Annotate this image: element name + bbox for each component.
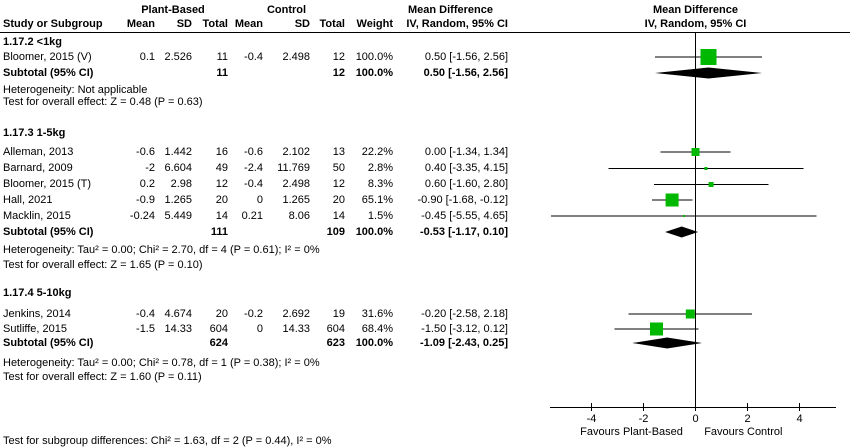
- study-row-pb-sd: 1.265: [164, 193, 192, 206]
- heterogeneity-note: Heterogeneity: Tau² = 0.00; Chi² = 2.70, df = 4 (P = 0.61); I² = 0%: [3, 243, 320, 256]
- study-row-study: Hall, 2021: [3, 193, 53, 206]
- favours-left-label: Favours Plant-Based: [580, 426, 683, 438]
- subtotal-row-ctrl-sd: [263, 66, 310, 81]
- study-row-md-ci: -0.20 [-2.58, 2.18]: [421, 307, 508, 320]
- weight-column-header: Weight: [356, 18, 393, 30]
- subtotal-row-pb-total: 11: [216, 66, 228, 79]
- study-row-pb-mean: -1.5: [136, 322, 155, 335]
- subtotal-row: [0, 225, 508, 240]
- section-title: 1.17.2 <1kg: [3, 35, 63, 48]
- study-row-pb-mean: -2: [145, 162, 155, 174]
- study-row-ctrl-total: 12: [332, 178, 345, 190]
- study-row: [0, 50, 508, 65]
- study-row-pb-mean: 0.1: [139, 50, 155, 63]
- mean-difference-plot-header: Mean Difference: [653, 4, 738, 16]
- study-row-pb-total: 11: [216, 50, 228, 63]
- study-row: [0, 177, 508, 192]
- study-row-study: Jenkins, 2014: [3, 307, 71, 320]
- study-row-pb-mean: -0.9: [136, 193, 155, 206]
- section-title: 1.17.3 1-5kg: [3, 126, 66, 139]
- study-row-ctrl-mean: -2.4: [244, 162, 263, 174]
- study-row-ctrl-sd: 2.692: [282, 307, 310, 320]
- effect-square: [704, 167, 707, 170]
- study-row-pb-sd: 6.604: [164, 162, 192, 174]
- subtotal-row-study: Subtotal (95% CI): [3, 66, 94, 79]
- study-row-ctrl-sd: 2.102: [282, 145, 310, 158]
- study-row-pb-total: 14: [215, 209, 228, 222]
- heterogeneity-note: Heterogeneity: Tau² = 0.00; Chi² = 0.78, df = 1 (P = 0.38); I² = 0%: [3, 356, 320, 369]
- subtotal-row-ctrl-total: 109: [326, 225, 345, 238]
- study-row-weight: 22.2%: [361, 145, 393, 158]
- study-row-weight: 1.5%: [367, 209, 393, 222]
- study-row-ctrl-sd: 8.06: [288, 209, 310, 222]
- study-row-md-ci: 0.60 [-1.60, 2.80]: [424, 178, 508, 190]
- study-row-weight: 100.0%: [355, 50, 393, 63]
- subtotal-row-md-ci: -1.09 [-2.43, 0.25]: [419, 336, 508, 349]
- study-row-ctrl-sd: 14.33: [282, 322, 310, 335]
- study-row-ctrl-mean: -0.6: [244, 145, 263, 158]
- subtotal-row-ctrl-mean: [228, 225, 263, 240]
- subtotal-row-weight: 100.0%: [355, 225, 393, 238]
- study-row-ctrl-total: 12: [332, 50, 345, 63]
- header-separator: [0, 32, 850, 33]
- control-group-header: Control: [266, 4, 307, 16]
- subtotal-row-md-ci: -0.53 [-1.17, 0.10]: [419, 225, 508, 238]
- study-row-md-ci: 0.40 [-3.35, 4.15]: [424, 162, 508, 174]
- study-row-pb-sd: 5.449: [164, 209, 192, 222]
- subtotal-row-pb-sd: [155, 336, 192, 351]
- axis-tick-label: 0: [692, 413, 699, 425]
- study-row: [0, 307, 508, 322]
- study-row-weight: 68.4%: [361, 322, 393, 335]
- study-row-study: Sutliffe, 2015: [3, 322, 68, 335]
- mean-difference-column-header: Mean Difference: [408, 4, 493, 16]
- study-row-md-ci: -0.45 [-5.55, 4.65]: [421, 209, 508, 222]
- study-row-ctrl-total: 13: [332, 145, 345, 158]
- study-column-header: Study or Subgroup: [3, 18, 103, 30]
- overall-effect-note: Test for overall effect: Z = 1.60 (P = 0.11): [3, 370, 202, 383]
- study-row-ctrl-mean: -0.4: [244, 50, 263, 63]
- study-row-pb-total: 16: [215, 145, 228, 158]
- subtotal-row-ctrl-total: 623: [326, 336, 345, 349]
- subtotal-diamond: [655, 68, 762, 79]
- ctrl-sd-column-header: SD: [294, 18, 310, 30]
- subgroup-difference-note: Test for subgroup differences: Chi² = 1.63, df = 2 (P = 0.44), I² = 0%: [3, 435, 332, 447]
- study-row-ctrl-sd: 2.498: [282, 178, 310, 190]
- subtotal-row-md-ci: 0.50 [-1.56, 2.56]: [423, 66, 508, 79]
- study-row-ctrl-total: 19: [332, 307, 345, 320]
- study-row-ctrl-mean: -0.4: [244, 178, 263, 190]
- study-row-study: Alleman, 2013: [3, 145, 74, 158]
- axis-tick-label: 2: [744, 413, 751, 425]
- study-row: [0, 322, 508, 337]
- study-row-weight: 2.8%: [367, 162, 393, 174]
- section-title: 1.17.4 5-10kg: [3, 286, 72, 299]
- study-row: [0, 161, 508, 176]
- study-row-pb-sd: 14.33: [164, 322, 192, 335]
- study-row-pb-total: 49: [215, 162, 228, 174]
- subtotal-row-weight: 100.0%: [355, 66, 393, 79]
- study-row-ctrl-total: 20: [332, 193, 345, 206]
- study-row-study: Bloomer, 2015 (V): [3, 50, 92, 63]
- study-row-ctrl-total: 604: [326, 322, 345, 335]
- subtotal-row-ctrl-sd: [263, 225, 310, 240]
- study-row-pb-sd: 2.98: [170, 178, 192, 190]
- pb-total-column-header: Total: [202, 18, 228, 30]
- subtotal-row: [0, 66, 508, 81]
- column-header-row: [0, 17, 508, 32]
- study-row-ctrl-total: 14: [332, 209, 345, 222]
- subtotal-row-weight: 100.0%: [355, 336, 393, 349]
- study-row-pb-total: 12: [215, 178, 228, 190]
- study-row-pb-total: 604: [209, 322, 228, 335]
- ctrl-mean-column-header: Mean: [234, 18, 263, 30]
- study-row-ctrl-mean: 0: [256, 193, 263, 206]
- subtotal-row-pb-mean: [118, 225, 155, 240]
- effect-square: [686, 310, 695, 319]
- study-row: [0, 209, 508, 224]
- axis-tick-label: 4: [796, 413, 803, 425]
- pb-mean-column-header: Mean: [126, 18, 155, 30]
- study-row-ctrl-total: 50: [332, 162, 345, 174]
- subtotal-row-pb-total: 624: [209, 336, 228, 349]
- study-row-md-ci: 0.00 [-1.34, 1.34]: [424, 145, 508, 158]
- study-row-weight: 31.6%: [361, 307, 393, 320]
- study-row-pb-mean: 0.2: [139, 178, 155, 190]
- subtotal-row-ctrl-sd: [263, 336, 310, 351]
- study-row-pb-total: 20: [215, 193, 228, 206]
- study-row-ctrl-mean: 0: [256, 322, 263, 335]
- effect-square: [683, 215, 685, 217]
- study-row-pb-total: 20: [215, 307, 228, 320]
- subtotal-row-pb-total: 111: [210, 225, 228, 238]
- subtotal-row-pb-sd: [155, 66, 192, 81]
- subtotal-row-ctrl-mean: [228, 336, 263, 351]
- effect-square: [666, 194, 679, 207]
- effect-square: [650, 323, 663, 336]
- study-row-pb-sd: 2.526: [164, 50, 192, 63]
- study-row-ctrl-sd: 11.769: [277, 162, 310, 174]
- subtotal-row: [0, 336, 508, 351]
- overall-effect-note: Test for overall effect: Z = 0.48 (P = 0.63): [3, 95, 203, 108]
- subtotal-row-pb-mean: [118, 66, 155, 81]
- axis-tick-label: -2: [638, 413, 649, 425]
- study-row-pb-mean: -0.4: [136, 307, 155, 320]
- effect-square: [709, 182, 714, 187]
- overall-effect-note: Test for overall effect: Z = 1.65 (P = 0.10): [3, 258, 203, 271]
- study-row-ctrl-sd: 1.265: [282, 193, 310, 206]
- study-row-weight: 8.3%: [367, 178, 393, 190]
- study-row-study: Macklin, 2015: [3, 209, 71, 222]
- heterogeneity-note: Heterogeneity: Not applicable: [3, 83, 148, 96]
- plant-based-group-header: Plant-Based: [141, 4, 205, 16]
- subtotal-diamond: [632, 338, 702, 349]
- study-row-md-ci: 0.50 [-1.56, 2.56]: [424, 50, 508, 63]
- study-row-weight: 65.1%: [361, 193, 393, 206]
- study-row: [0, 193, 508, 208]
- subtotal-row-study: Subtotal (95% CI): [3, 225, 94, 238]
- study-row-ctrl-sd: 2.498: [282, 50, 310, 63]
- study-row-md-ci: -0.90 [-1.68, -0.12]: [417, 193, 508, 206]
- favours-right-label: Favours Control: [704, 426, 783, 438]
- study-row-md-ci: -1.50 [-3.12, 0.12]: [421, 322, 508, 335]
- study-row-pb-mean: -0.24: [129, 209, 155, 222]
- axis-tick-label: -4: [586, 413, 597, 425]
- study-row-ctrl-mean: -0.2: [244, 307, 263, 320]
- study-row-pb-sd: 1.442: [164, 145, 192, 158]
- subtotal-row-study: Subtotal (95% CI): [3, 336, 94, 349]
- plot-method-header: IV, Random, 95% CI: [644, 18, 747, 30]
- study-row-pb-sd: 4.674: [164, 307, 192, 320]
- effect-square: [701, 49, 717, 65]
- ctrl-total-column-header: Total: [319, 18, 345, 30]
- subtotal-row-pb-mean: [118, 336, 155, 351]
- subtotal-diamond: [665, 227, 698, 238]
- study-row-pb-mean: -0.6: [136, 145, 155, 158]
- study-row-ctrl-mean: 0.21: [241, 209, 263, 222]
- effect-square: [692, 148, 700, 156]
- ci-column-header: IV, Random, 95% CI: [406, 18, 508, 30]
- pb-sd-column-header: SD: [176, 18, 192, 30]
- study-row-study: Bloomer, 2015 (T): [3, 178, 92, 190]
- subtotal-row-pb-sd: [155, 225, 192, 240]
- subtotal-row-ctrl-mean: [228, 66, 263, 81]
- study-row-study: Barnard, 2009: [3, 162, 73, 174]
- study-row: [0, 145, 508, 160]
- subtotal-row-ctrl-total: 12: [332, 66, 345, 79]
